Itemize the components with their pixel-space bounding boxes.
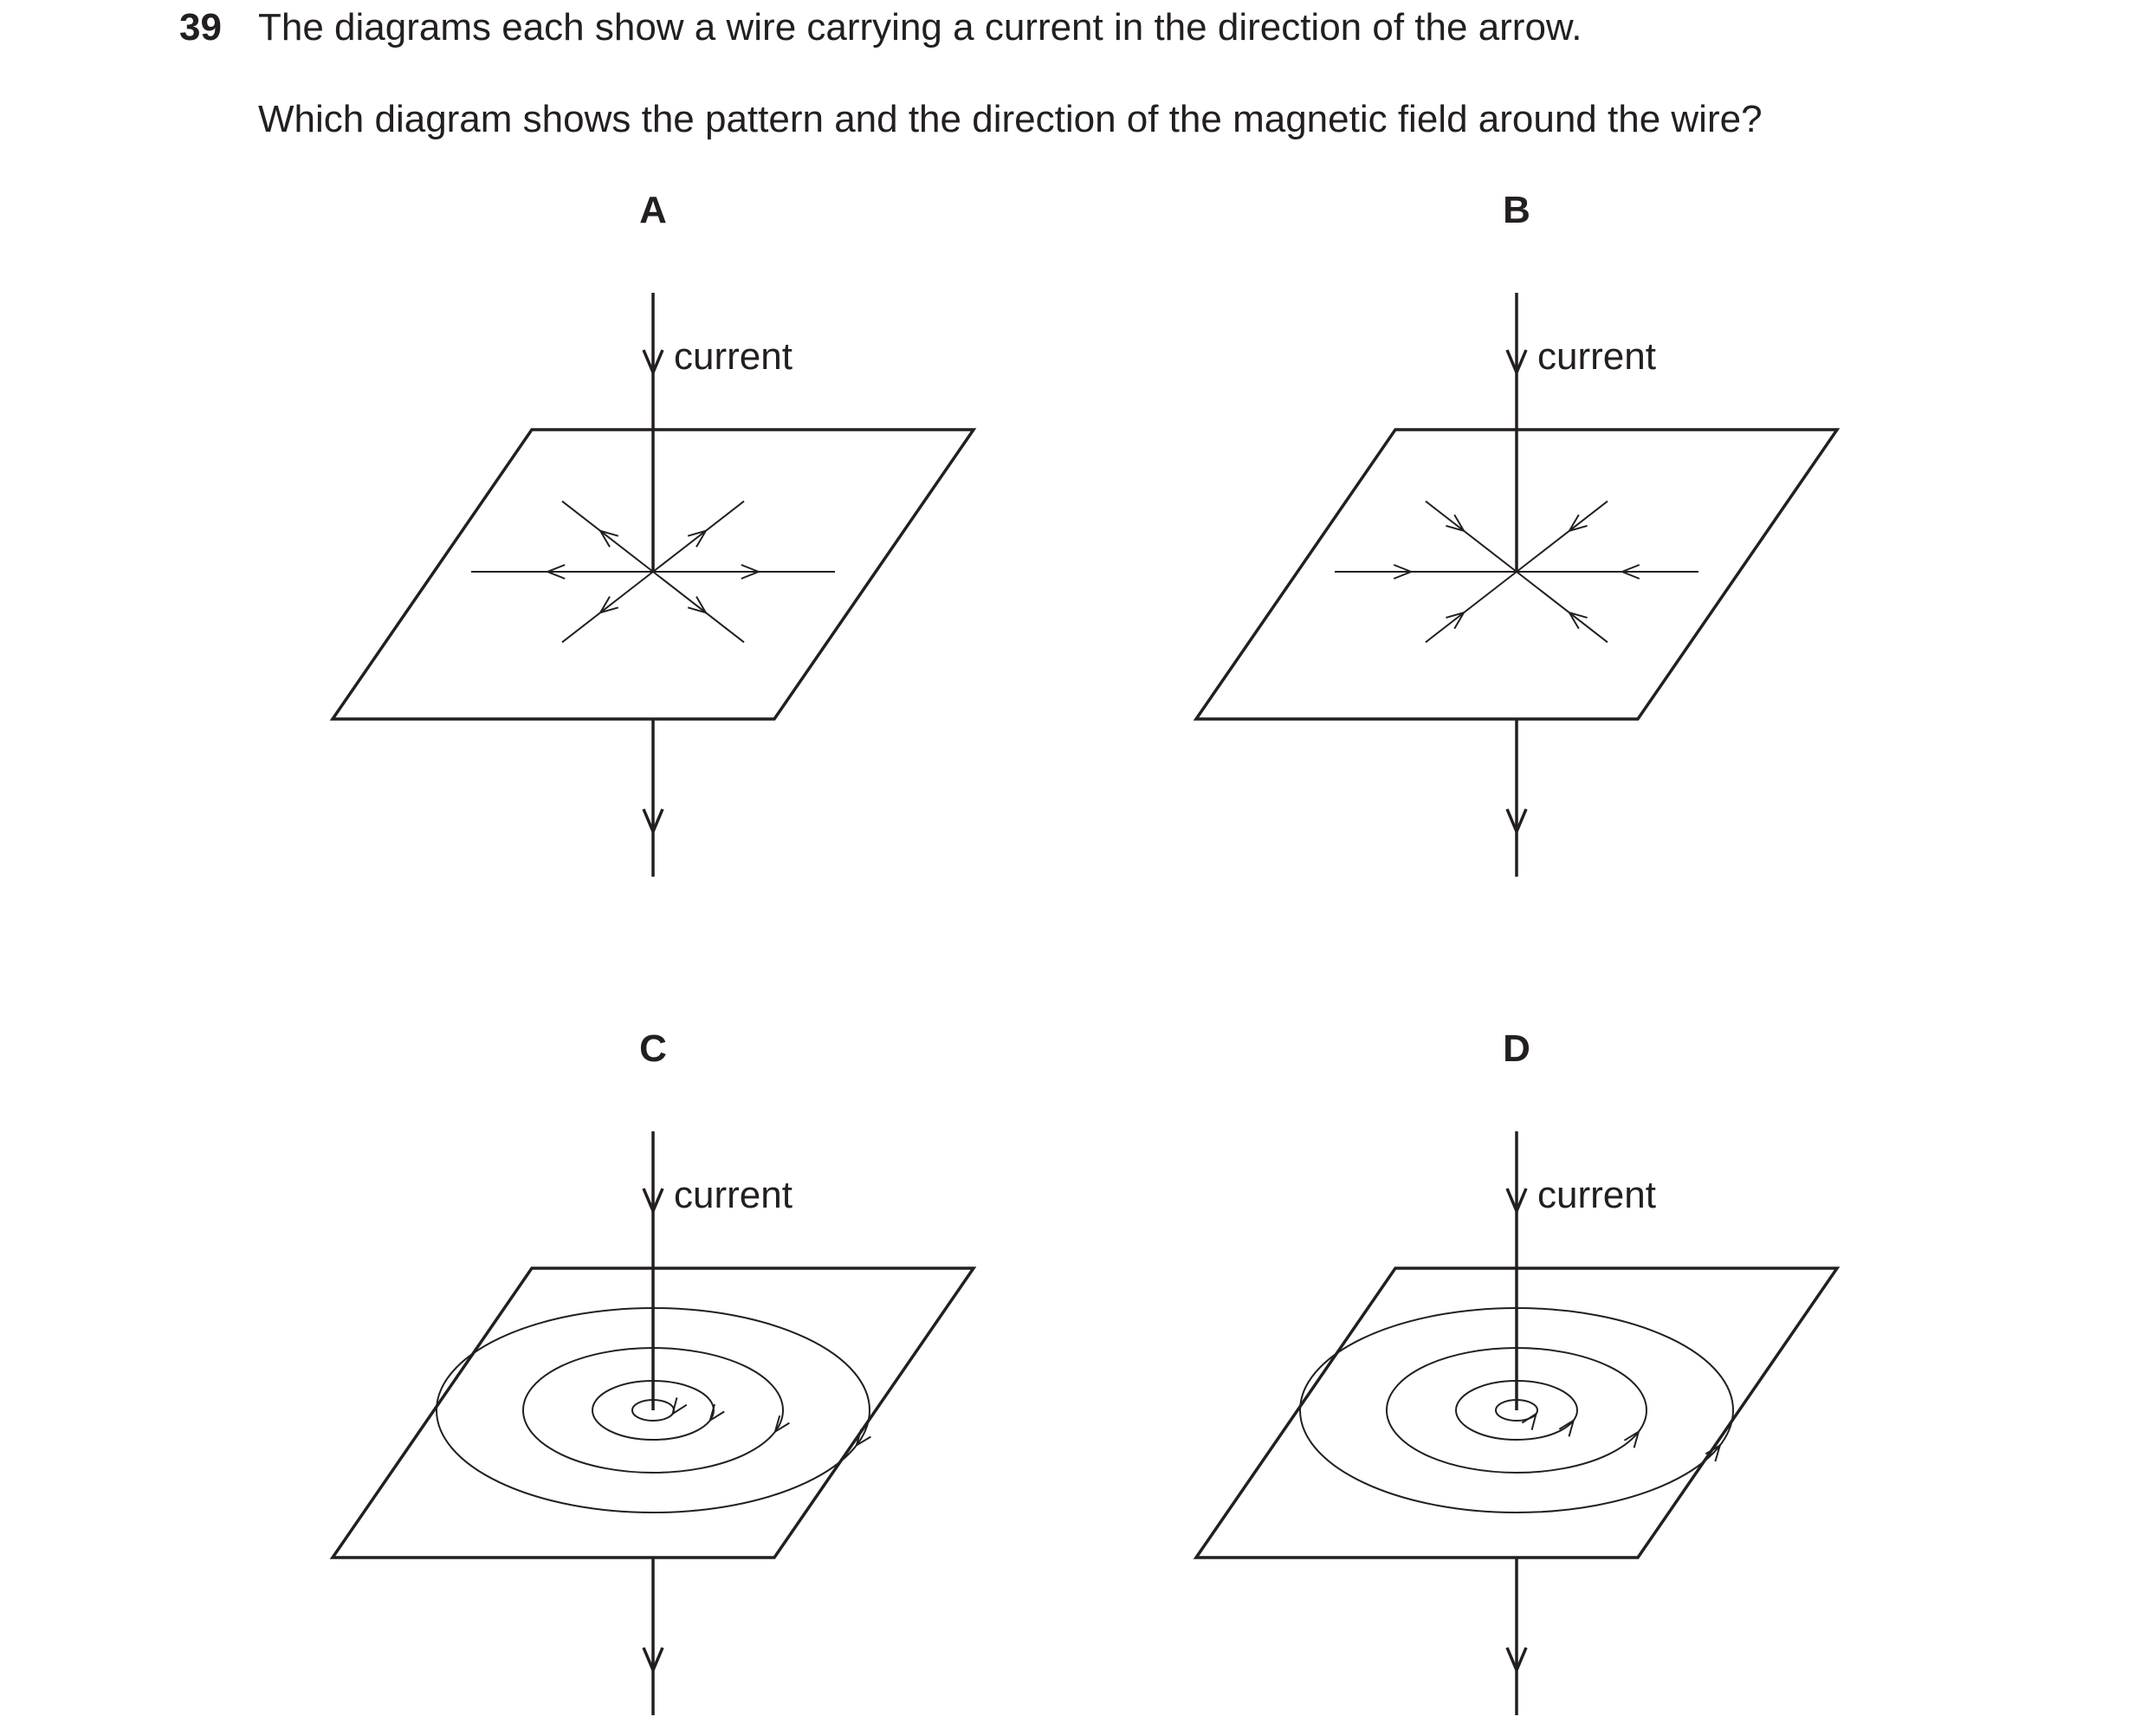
question-number: 39 (179, 6, 222, 49)
option-d-diagram[interactable] (1196, 1027, 1837, 1715)
option-c-diagram[interactable] (333, 1027, 974, 1715)
current-label: current (1537, 1174, 1656, 1216)
option-d-letter: D (1503, 1027, 1530, 1070)
current-label: current (1537, 335, 1656, 378)
question-prompt: Which diagram shows the pattern and the direction of the magnetic field around the wire? (258, 98, 1763, 140)
field-line (1426, 572, 1517, 642)
option-a-letter: A (639, 189, 667, 231)
field-line (1426, 502, 1517, 572)
current-label: current (674, 1174, 793, 1216)
field-line (1517, 572, 1608, 642)
field-arrow (673, 1397, 687, 1414)
option-c-letter: C (639, 1027, 667, 1070)
field-line (653, 572, 744, 642)
field-line (562, 502, 653, 572)
option-b-letter: B (1503, 189, 1530, 231)
field-line (1517, 502, 1608, 572)
field-line (562, 572, 653, 642)
option-b-diagram[interactable] (1196, 189, 1837, 877)
field-line (653, 502, 744, 572)
question-stem: The diagrams each show a wire carrying a current in the direction of the arrow. (258, 6, 1582, 49)
current-label: current (674, 335, 793, 378)
option-a-diagram[interactable] (333, 189, 974, 877)
